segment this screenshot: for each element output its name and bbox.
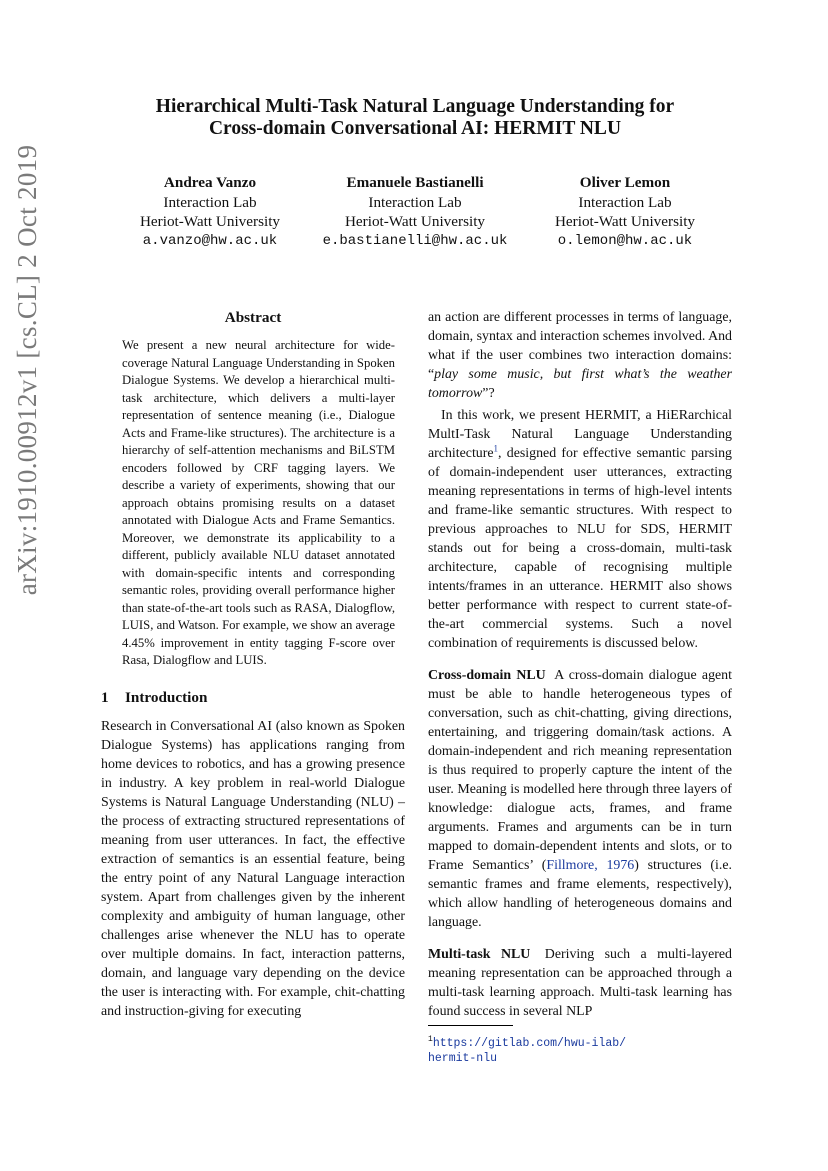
- arxiv-identifier: arXiv:1910.00912v1 [cs.CL] 2 Oct 2019: [12, 144, 42, 596]
- author-1: [100, 173, 320, 251]
- author-lab: Interaction Lab: [163, 193, 257, 211]
- section-heading-introduction: [101, 688, 405, 708]
- cross-domain-paragraph: [428, 666, 732, 932]
- author-university: Heriot-Watt University: [139, 213, 281, 230]
- author-lab: Interaction Lab: [578, 193, 672, 211]
- author-university: Heriot-Watt University: [344, 213, 486, 230]
- footnote: [428, 1032, 732, 1066]
- paper-title: [100, 96, 730, 140]
- author-email[interactable]: a.vanzo@hw.ac.uk: [142, 232, 278, 249]
- abstract-heading: Abstract: [224, 309, 282, 326]
- intro-p2-text-a: In this work, we present HERMIT, a HiERarchical MultI-Task Natural Language Understanding architecture: [428, 408, 732, 461]
- paragraph-heading-multi-task: Multi-task NLU: [428, 947, 531, 962]
- right-column: [428, 308, 732, 1066]
- author-2: [305, 173, 525, 251]
- intro-continuation-text: an action are different processes in terms of language, domain, syntax and interaction schemes involved. And what if the user combines two interaction domains: “: [428, 310, 732, 382]
- multi-task-paragraph: [428, 945, 732, 1021]
- author-name: Emanuele Bastianelli: [346, 174, 484, 191]
- cross-domain-text-b: ) structures (i.e. semantic frames and frame elements, respectively), which allow handling of heterogeneous domains and language.: [428, 858, 733, 930]
- author-lab: Interaction Lab: [368, 193, 462, 211]
- cross-domain-text-a: A cross-domain dialogue agent must be able to handle heterogeneous types of conversation, such as chit-chatting, giving directions, entertaining, and triggering domain/task actions. A domain-independent and rich meaning representation is thus required to properly capture the intent of the user. Meaning is modelled here through three layers of knowledge: dialogue acts, frames, and frame arguments. Frames and arguments can be in turn mapped to domain-dependent intents and slots, or to Frame Semantics’ (: [428, 668, 732, 873]
- title-line-1: Hierarchical Multi-Task Natural Language Understanding for: [155, 96, 675, 117]
- citation-fillmore[interactable]: Fillmore, 1976: [546, 858, 635, 873]
- left-column: [101, 308, 405, 1021]
- author-name: Andrea Vanzo: [163, 174, 257, 191]
- intro-paragraph-1-continued: [428, 308, 732, 403]
- section-number: 1: [101, 688, 109, 706]
- footnote-url-part-2[interactable]: hermit-nlu: [428, 1051, 498, 1065]
- footnote-reference[interactable]: 1: [493, 443, 499, 454]
- footnote-line-1[interactable]: [428, 1032, 732, 1051]
- multi-task-text: Deriving such a multi-layered meaning representation can be approached through a multi-task learning approach. Multi-task learning has found success in several NLP: [428, 947, 732, 1019]
- footnote-url-part-1[interactable]: https://gitlab.com/hwu-ilab/: [432, 1036, 627, 1050]
- intro-paragraph-1: Research in Conversational AI (also known as Spoken Dialogue Systems) has applications ranging from home devices to robotics, and has a growing presence in industry. A key problem in real-world Dialogue Systems is Natural Language Understanding (NLU) – the process of extracting structured representations of meaning from user utterances. In fact, the effective extraction of semantics is an essential feature, being the entry point of any Natural Language interaction system. Apart from challenges given by the inherent complexity and ambiguity of human language, other challenges arise whenever the NLU has to operate over multiple domains. In fact, interaction patterns, domain, and language vary depending on the device the user is interacting with. For example, chit-chatting and instruction-giving for executing: [101, 718, 405, 1019]
- title-line-2: Cross-domain Conversational AI: HERMIT NLU: [208, 118, 622, 139]
- footnote-divider: [428, 1025, 513, 1026]
- author-email[interactable]: o.lemon@hw.ac.uk: [557, 232, 693, 249]
- author-university: Heriot-Watt University: [554, 213, 696, 230]
- example-utterance: play some music, but first what’s the weather tomorrow: [428, 367, 732, 401]
- footnote-mark: 1: [428, 1035, 433, 1044]
- section-title: Introduction: [125, 688, 208, 706]
- author-name: Oliver Lemon: [579, 174, 671, 191]
- author-email[interactable]: e.bastianelli@hw.ac.uk: [322, 232, 508, 249]
- intro-p2-text-b: , designed for effective semantic parsing of domain-independent user utterances, extracting meaning representations in terms of high-level intents and frame-like semantic structures. With respect to previous approaches to NLU for SDS, HERMIT stands out for being a cross-domain, multi-task architecture, capable of recognising multiple intents/frames in an utterance. HERMIT also shows better performance with respect to current state-of-the-art commercial systems. Such a novel combination of requirements is discussed below.: [428, 446, 732, 651]
- intro-continuation-end: ”?: [482, 386, 495, 401]
- author-3: [515, 173, 735, 251]
- intro-paragraph-2: [428, 406, 732, 653]
- paragraph-heading-cross-domain: Cross-domain NLU: [428, 668, 546, 683]
- abstract-text: We present a new neural architecture for wide-coverage Natural Language Understanding in Spoken Dialogue Systems. We develop a hierarchical multi-task architecture, which delivers a multi-layer representation of sentence meaning (i.e., Dialogue Acts and Frame-like structures). The architecture is a hierarchy of self-attention mechanisms and BiLSTM encoders followed by CRF tagging layers. We describe a variety of experiments, showing that our approach obtains promising results on a dataset annotated with Dialogue Acts and Frame Semantics. Moreover, we demonstrate its applicability to a different, publicly available NLU dataset annotated with domain-specific intents and corresponding semantic roles, providing overall performance higher than state-of-the-art tools such as RASA, Dialogflow, LUIS, and Watson. For example, we show an average 4.45% improvement in entity tagging F-score over Rasa, Dialogflow and LUIS.: [122, 338, 395, 667]
